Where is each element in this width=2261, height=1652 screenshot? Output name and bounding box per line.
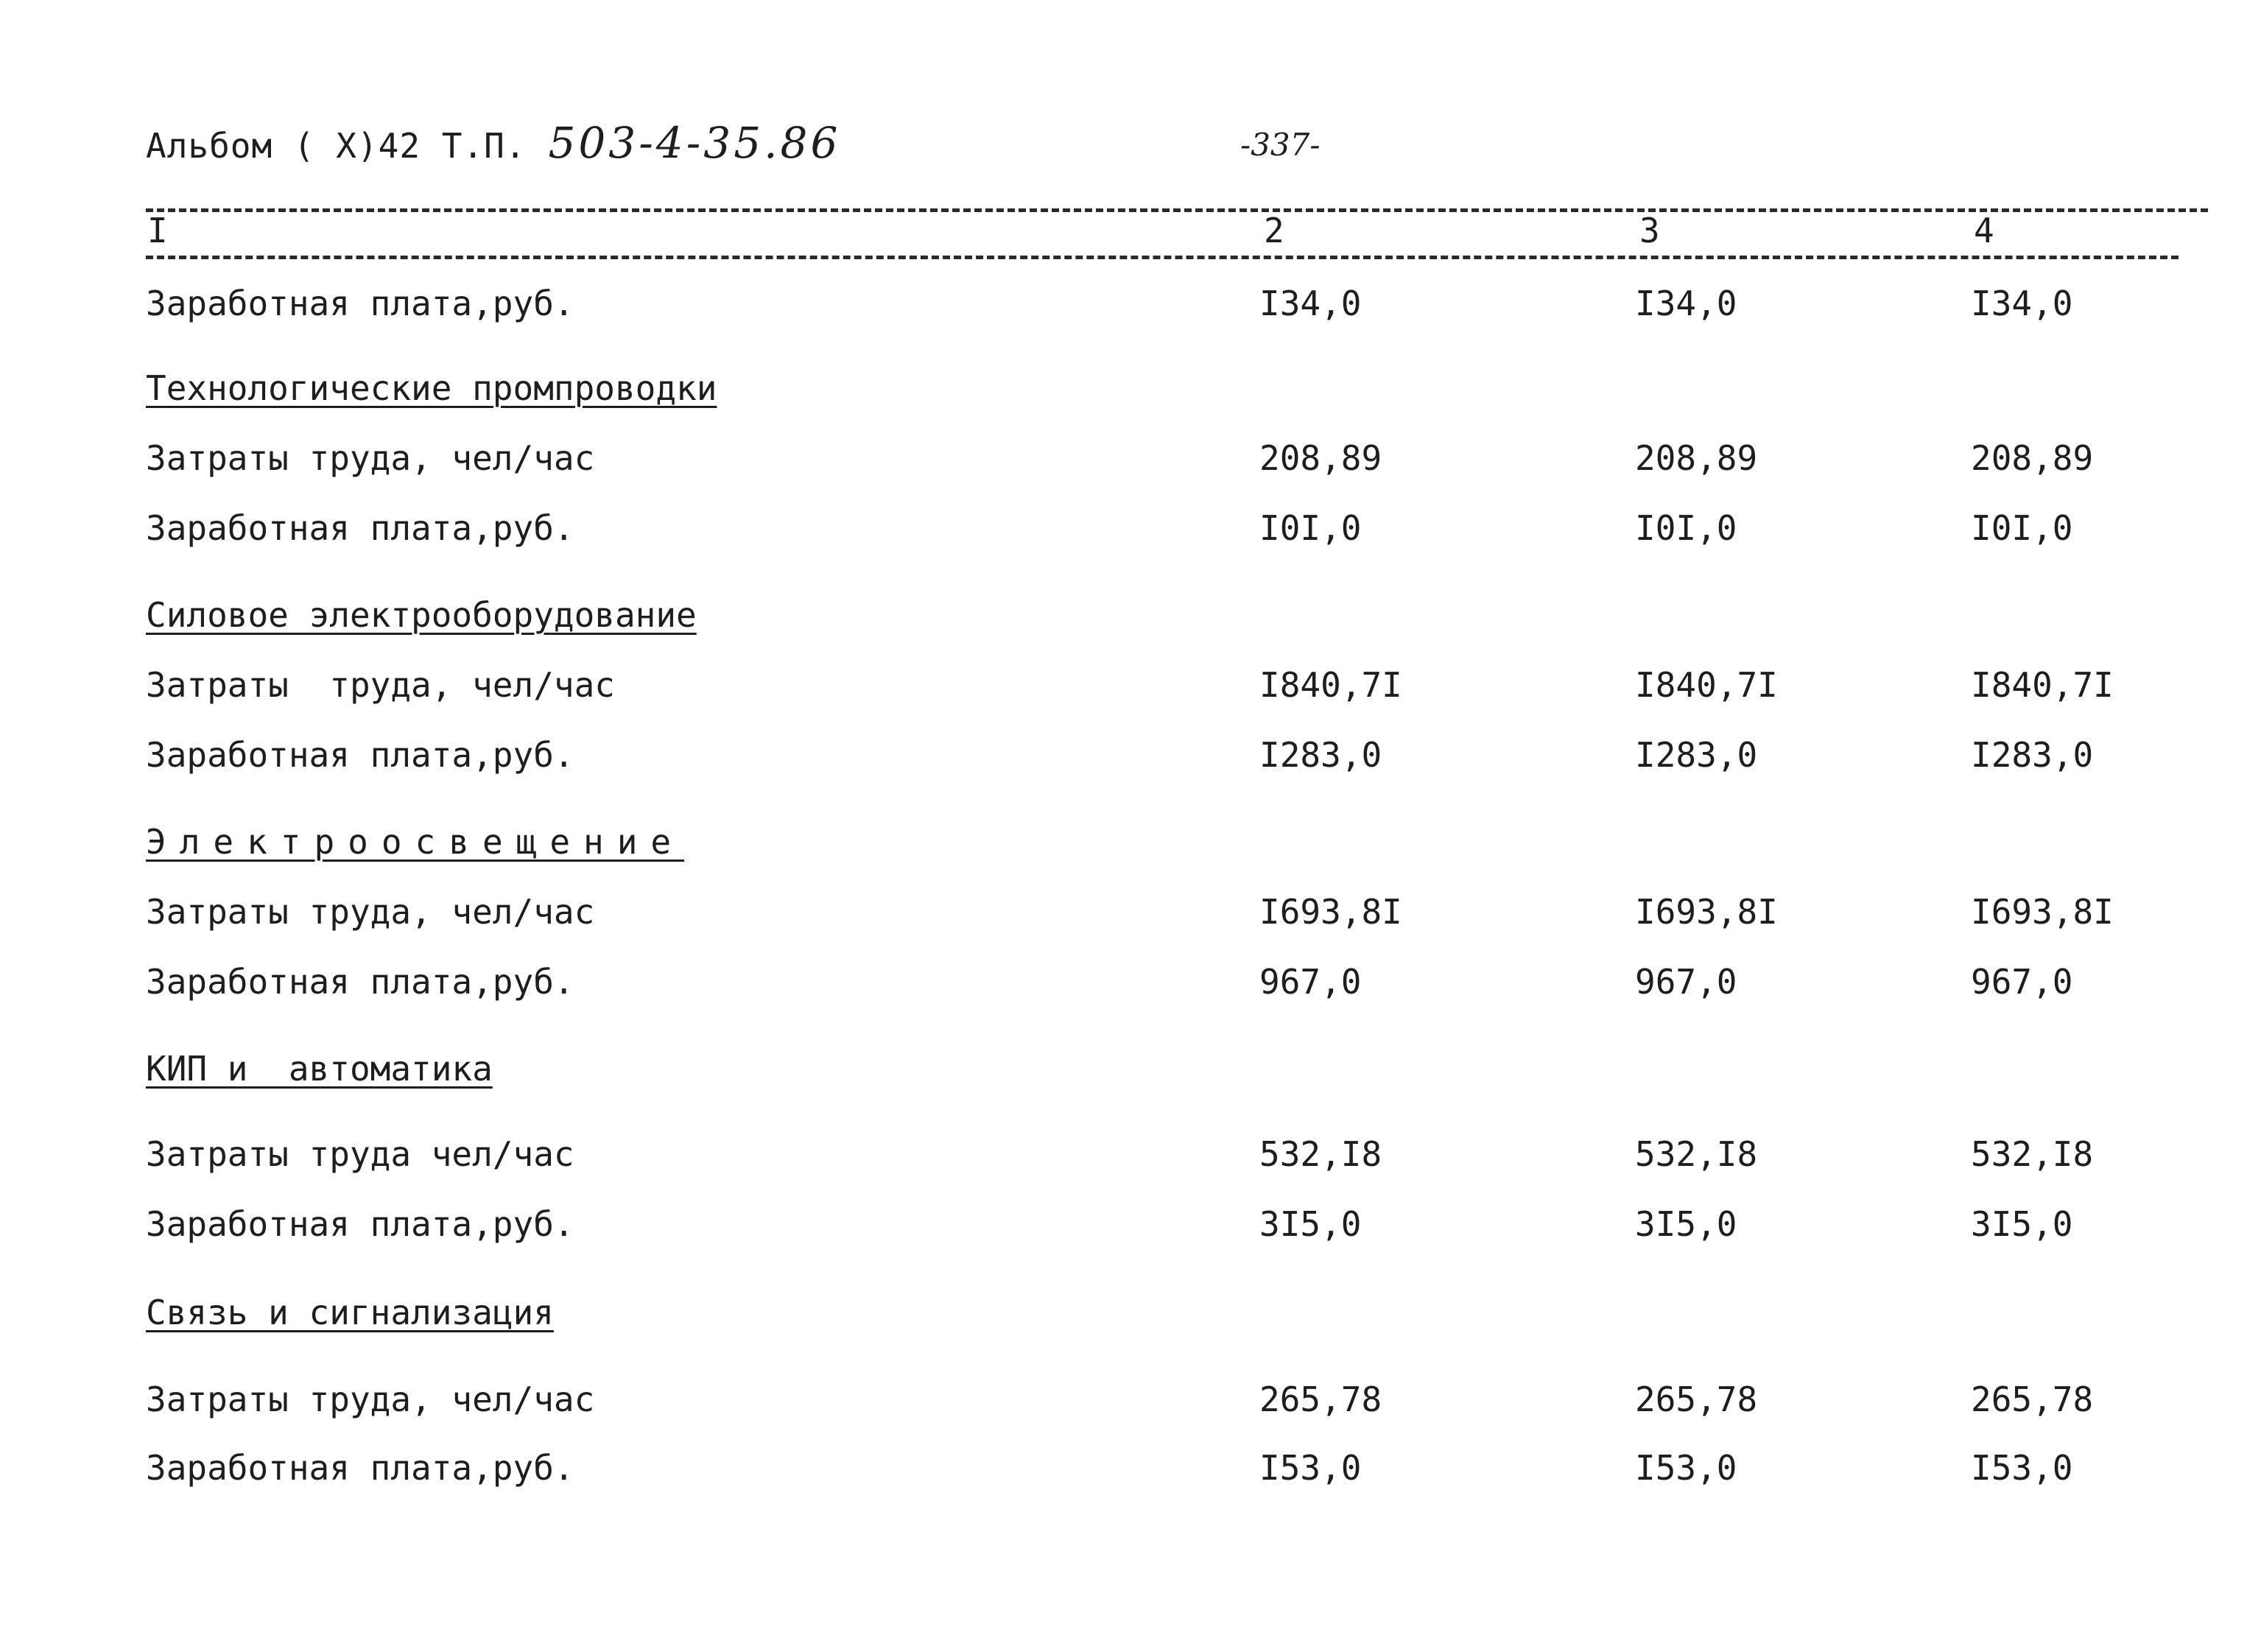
album-header: [146, 118, 840, 177]
row-value-col-3: I53,0: [1635, 1448, 1737, 1488]
album-number: 503-4-35.86: [548, 118, 841, 168]
column-header-2: 2: [1264, 211, 1284, 250]
table-header-bottom-rule: [146, 256, 2179, 259]
row-label: Затраты труда, чел/час: [146, 438, 595, 478]
column-header-3: 3: [1639, 211, 1660, 250]
row-value-col-4: I53,0: [1971, 1448, 2073, 1488]
column-header-4: 4: [1974, 211, 1994, 250]
row-label: Затраты труда, чел/час: [146, 1379, 595, 1419]
row-label: Затраты труда, чел/час: [146, 892, 595, 932]
row-value-col-4: I0I,0: [1971, 508, 2073, 548]
row-value-col-4: I693,8I: [1971, 892, 2114, 932]
row-value-col-3: I693,8I: [1635, 892, 1778, 932]
table-row: [0, 735, 2261, 787]
table-row: [0, 1134, 2261, 1186]
row-value-col-3: 208,89: [1635, 438, 1758, 478]
table-row: [0, 284, 2261, 335]
row-value-col-4: I840,7I: [1971, 665, 2114, 705]
row-value-col-2: I283,0: [1259, 735, 1382, 775]
row-value-col-4: I34,0: [1971, 284, 2073, 323]
row-value-col-2: I693,8I: [1259, 892, 1402, 932]
row-value-col-2: I840,7I: [1259, 665, 1402, 705]
row-value-col-2: I53,0: [1259, 1448, 1362, 1488]
row-value-col-4: 3I5,0: [1971, 1204, 2073, 1244]
row-value-col-4: 967,0: [1971, 962, 2073, 1002]
table-row: [0, 508, 2261, 560]
row-value-col-2: 265,78: [1259, 1379, 1382, 1419]
row-value-col-3: I34,0: [1635, 284, 1737, 323]
row-value-col-4: 208,89: [1971, 438, 2094, 478]
table-row: [0, 1379, 2261, 1431]
table-row: [0, 1204, 2261, 1256]
row-label: Заработная плата,руб.: [146, 962, 574, 1002]
table-row: [0, 665, 2261, 717]
table-row: [0, 892, 2261, 943]
row-value-col-3: 265,78: [1635, 1379, 1758, 1419]
row-value-col-2: 967,0: [1259, 962, 1362, 1002]
row-label: Заработная плата,руб.: [146, 735, 574, 775]
row-label: Затраты труда, чел/час: [146, 665, 615, 705]
section-title-instrumentation: КИП и автоматика: [146, 1049, 493, 1089]
row-label: Заработная плата,руб.: [146, 1448, 574, 1488]
row-label: Заработная плата,руб.: [146, 508, 574, 548]
row-value-col-4: 532,I8: [1971, 1134, 2094, 1174]
row-value-col-4: 265,78: [1971, 1379, 2094, 1419]
table-row: [0, 438, 2261, 490]
row-label: Заработная плата,руб.: [146, 284, 574, 323]
table-header-top-rule: [146, 208, 2208, 212]
section-title-process-pipelines: Технологические промпроводки: [146, 368, 717, 408]
row-value-col-3: 532,I8: [1635, 1134, 1758, 1174]
row-value-col-3: 3I5,0: [1635, 1204, 1737, 1244]
row-label: Затраты труда чел/час: [146, 1134, 574, 1174]
album-label: Альбом ( X)42 Т.П.: [146, 126, 527, 166]
row-value-col-2: I34,0: [1259, 284, 1362, 323]
row-value-col-2: I0I,0: [1259, 508, 1362, 548]
row-value-col-3: I840,7I: [1635, 665, 1778, 705]
row-value-col-3: I0I,0: [1635, 508, 1737, 548]
section-title-communications: Связь и сигнализация: [146, 1293, 554, 1332]
row-label: Заработная плата,руб.: [146, 1204, 574, 1244]
page-number: -337-: [1240, 127, 1321, 163]
column-header-1: I: [147, 211, 168, 250]
section-title-electric-lighting: Электроосвещение: [146, 822, 685, 862]
table-row: [0, 962, 2261, 1013]
table-row: [0, 1448, 2261, 1500]
row-value-col-2: 3I5,0: [1259, 1204, 1362, 1244]
row-value-col-2: 208,89: [1259, 438, 1382, 478]
row-value-col-3: 967,0: [1635, 962, 1737, 1002]
row-value-col-4: I283,0: [1971, 735, 2094, 775]
section-title-power-equipment: Силовое электрооборудование: [146, 595, 697, 635]
row-value-col-3: I283,0: [1635, 735, 1758, 775]
row-value-col-2: 532,I8: [1259, 1134, 1382, 1174]
